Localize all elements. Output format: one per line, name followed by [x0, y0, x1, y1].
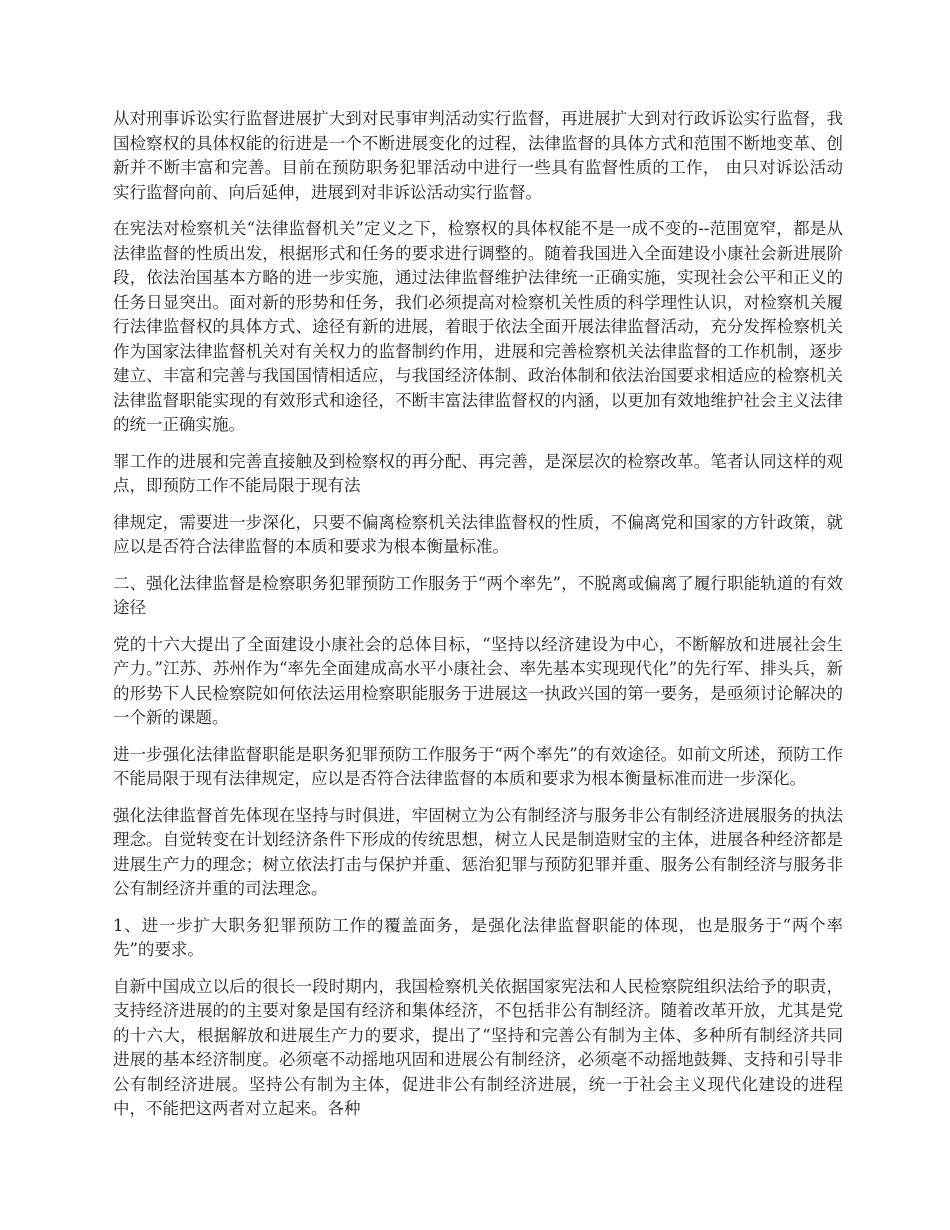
section-heading: 二、强化法律监督是检察职务犯罪预防工作服务于“两个率先”，不脱离或偏离了履行职能轨道的有效途径: [113, 573, 843, 617]
paragraph-8: 自新中国成立以后的很长一段时期内，我国检察机关依据国家宪法和人民检察院组织法给予的职责，支持经济进展的的主要对象是国有经济和集体经济，不包括非公有制经济。随着改革开放，尤其是党的十六大，根据解放和进展生产力的要求，提出了“坚持和完善公有制为主体、多种所有制经济共同进展的基本经济制度。必须毫不动摇地巩固和进展公有制经济，必须毫不动摇地鼓舞、支持和引导非公有制经济进展。坚持公有制为主体，促进非公有制经济进展，统一于社会主义现代化建设的进程中，不能把这两者对立起来。各种: [113, 976, 843, 1118]
paragraph-2: 在宪法对检察机关“法律监督机关”定义之下，检察权的具体权能不是一成不变的--范围宽窄，都是从法律监督的性质出发，根据形式和任务的要求进行调整的。随着我国进入全面建设小康社会新进展阶段，依法治国基本方略的进一步实施，通过法律监督维护法律统一正确实施，实现社会公平和正义的任务日显突出。面对新的形势和任务，我们必须提高对检察机关性质的科学理性认识，对检察机关履行法律监督权的具体方式、途径有新的进展，着眼于依法全面开展法律监督活动，充分发挥检察机关作为国家法律监督机关对有关权力的监督制约作用，进展和完善检察机关法律监督的工作机制，逐步建立、丰富和完善与我国国情相适应，与我国经济体制、政治体制和依法治国要求相适应的检察机关法律监督职能实现的有效形式和途径，不断丰富法律监督权的内涵，以更加有效地维护社会主义法律的统一正确实施。: [113, 219, 843, 434]
paragraph-4: 律规定，需要进一步深化，只要不偏离检察机关法律监督权的性质，不偏离党和国家的方针政策，就应以是否符合法律监督的本质和要求为根本衡量标准。: [113, 512, 843, 556]
subsection-heading: 1、进一步扩大职务犯罪预防工作的覆盖面务，是强化法律监督职能的体现，也是服务于“两个率先”的要求。: [113, 915, 843, 959]
paragraph-5: 党的十六大提出了全面建设小康社会的总体目标，“坚持以经济建设为中心，不断解放和进展社会生产力。”江苏、苏州作为“率先全面建成高水平小康社会、率先基本实现现代化”的先行军、排头兵，新的形势下人民检察院如何依法运用检察职能服务于进展这一执政兴国的第一要务，是亟须讨论解决的一个新的课题。: [113, 634, 843, 727]
paragraph-1: 从对刑事诉讼实行监督进展扩大到对民事审判活动实行监督，再进展扩大到对行政诉讼实行监督，我国检察权的具体权能的衍进是一个不断进展变化的过程，法律监督的具体方式和范围不断地变革、创新并不断丰富和完善。目前在预防职务犯罪活动中进行一些具有监督性质的工作， 由只对诉讼活动实行监督向前、向后延伸，进展到对非诉讼活动实行监督。: [113, 109, 843, 202]
paragraph-7: 强化法律监督首先体现在坚持与时俱进，牢固树立为公有制经济与服务非公有制经济进展服务的执法理念。自觉转变在计划经济条件下形成的传统思想，树立人民是制造财宝的主体，进展各种经济都是进展生产力的理念；树立依法打击与保护并重、惩治犯罪与预防犯罪并重、服务公有制经济与服务非公有制经济并重的司法理念。: [113, 805, 843, 898]
document-page: [113, 107, 843, 1134]
paragraph-6: 进一步强化法律监督职能是职务犯罪预防工作服务于“两个率先”的有效途径。如前文所述，预防工作不能局限于现有法律规定，应以是否符合法律监督的本质和要求为根本衡量标准而进一步深化。: [113, 744, 843, 788]
paragraph-3: 罪工作的进展和完善直接触及到检察权的再分配、再完善，是深层次的检察改革。笔者认同这样的观点，即预防工作不能局限于现有法: [113, 451, 843, 495]
